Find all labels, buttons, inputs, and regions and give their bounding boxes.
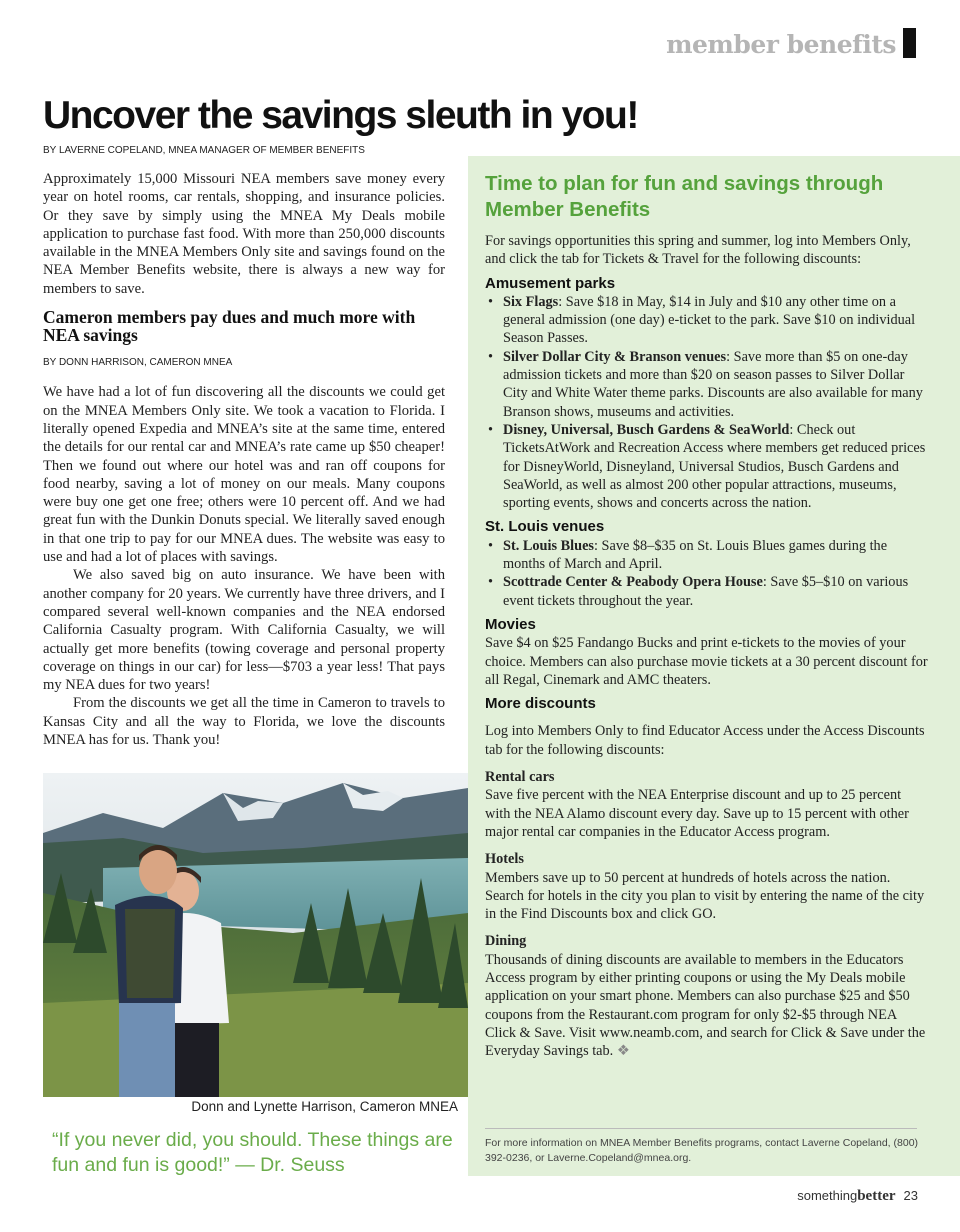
hotels-text: Members save up to 50 percent at hundreds of hotels across the nation. Search for hotels in the city you plan to visit by entering the name of the city in the Find Discounts box and click GO.	[485, 869, 925, 923]
article-title: Uncover the savings sleuth in you!	[43, 94, 638, 137]
sidebar-title: Time to plan for fun and savings through Member Benefits	[485, 172, 884, 221]
photo-caption: Donn and Lynette Harrison, Cameron MNEA	[191, 1099, 458, 1114]
dining-text: Thousands of dining discounts are available to members in the Educators Access program by either printing coupons or using the My Deals mobile application on your smart phone. Members can also purchase $25 and $50 coupons from the Restaurant.com program for only $2-$5 through NEA Click & Save. Visit www.neamb.com, and search for Click & Save under the Everyday Savings tab. ❖	[485, 951, 926, 1060]
stlouis-list	[485, 537, 930, 610]
movies-heading: Movies	[485, 615, 536, 633]
pull-quote: “If you never did, you should. These things are fun and fun is good!” — Dr. Seuss	[52, 1129, 453, 1176]
rental-text: Save five percent with the NEA Enterprise discount and up to 25 percent with the NEA Alamo discount every day. Save up to 15 percent with other major rental car companies in the Educator Access program.	[485, 787, 909, 840]
couple-photo	[43, 773, 468, 1097]
sidebar-divider	[485, 1128, 917, 1129]
section-label: member benefits	[666, 30, 896, 59]
list-item: • Disney, Universal, Busch Gardens & SeaWorld: Check out TicketsAtWork and Recreation Access where members get reduced prices for DisneyWorld, Disneyland, Universal Studios, Busch Gardens and SeaWorld, as well as almost 200 other popular attractions, museums, sporting events, shows and concerts across the nation.	[485, 421, 930, 512]
amusement-list	[485, 293, 930, 513]
article-subhead: Cameron members pay dues and much more with NEA savings	[43, 307, 416, 346]
sidebar-intro: For savings opportunities this spring and summer, log into Members Only, and click the tab for Tickets & Travel for the following discounts:	[485, 233, 911, 268]
more-discounts-intro: Log into Members Only to find Educator Access under the Access Discounts tab for the following discounts:	[485, 723, 925, 758]
rental-heading: Rental cars	[485, 769, 555, 786]
stlouis-heading: St. Louis venues	[485, 518, 605, 536]
article-byline: BY LAVERNE COPELAND, MNEA MANAGER OF MEMBER BENEFITS	[43, 145, 365, 156]
page-number: 23	[903, 1188, 918, 1203]
list-item: • Scottrade Center & Peabody Opera House: Save $5–$10 on various event tickets throughout the year.	[485, 573, 930, 610]
article-intro: Approximately 15,000 Missouri NEA members save money every year on hotel rooms, car rentals, shopping, and insurance policies. Or they save by simply using the MNEA My Deals mobile application to purchase fast food. With more than 250,000 discounts available in the MNEA Members Only site and savings found on the NEA Member Benefits website, there is always a new way for members to save.	[43, 171, 445, 297]
list-item: • Six Flags: Save $18 in May, $14 in July and $10 any other time on a general admission (one day) e-ticket to the park. Save $10 on individual Season Passes.	[485, 293, 930, 348]
article-body	[43, 170, 445, 749]
more-discounts-heading: More discounts	[485, 695, 596, 713]
page-folio	[797, 1188, 918, 1205]
article-paragraph: We have had a lot of fun discovering all the discounts we could get on the MNEA Members Only site. We took a vacation to Florida. I literally opened Expedia and MNEA’s site at the same time, entered the details for our rental car and MNEA’s rate came up $50 cheaper! Then we found out where our hotel was and ran off coupons for food nearby, saving a lot of money on our meals. Many coupons were buy one get one free; others were 10 percent off. And we had great fun with the Dunkin Donuts special. We literally saved enough in that one trip to pay for our MNEA dues. The website was easy to use and had a lot of places with savings.	[43, 384, 445, 566]
brand-prefix: something	[797, 1188, 858, 1203]
hotels-heading: Hotels	[485, 851, 524, 868]
sidebar-footer: For more information on MNEA Member Benefits programs, contact Laverne Copeland, (800) 392-0236, or Laverne.Copeland@mnea.org.	[485, 1137, 919, 1164]
movies-text: Save $4 on $25 Fandango Bucks and print e-tickets to the movies of your choice. Members can also purchase movie tickets at a 30 percent discount for all Regal, Cinemark and AMC theaters.	[485, 635, 928, 688]
end-mark-icon: ❖	[616, 1043, 630, 1060]
subhead-byline: BY DONN HARRISON, CAMERON MNEA	[43, 357, 233, 369]
list-item: • Silver Dollar City & Branson venues: Save more than $5 on one-day admission tickets and more than $20 on season passes to Silver Dollar City and White Water theme parks. Discounts are also available for many Branson shows, museums and activities.	[485, 348, 930, 421]
dining-heading: Dining	[485, 933, 527, 950]
article-paragraph: We also saved big on auto insurance. We have been with another company for 20 years. We currently have three drivers, and I compared several well-known companies and the NEA endorsed California Casualty program. With California Casualty, we will actually get more benefits (towing coverage and personal property coverage on things in our car) for less—$703 a year less! That pays my NEA dues for two years!	[43, 567, 445, 694]
sidebar-body	[485, 232, 930, 1060]
section-marker	[903, 28, 916, 58]
list-item: • St. Louis Blues: Save $8–$35 on St. Louis Blues games during the months of March and April.	[485, 537, 930, 574]
brand-suffix: better	[857, 1188, 896, 1204]
article-paragraph: From the discounts we get all the time in Cameron to travels to Kansas City and all the way to Florida, we love the discounts MNEA has for us. Thank you!	[43, 695, 445, 749]
amusement-heading: Amusement parks	[485, 274, 616, 292]
